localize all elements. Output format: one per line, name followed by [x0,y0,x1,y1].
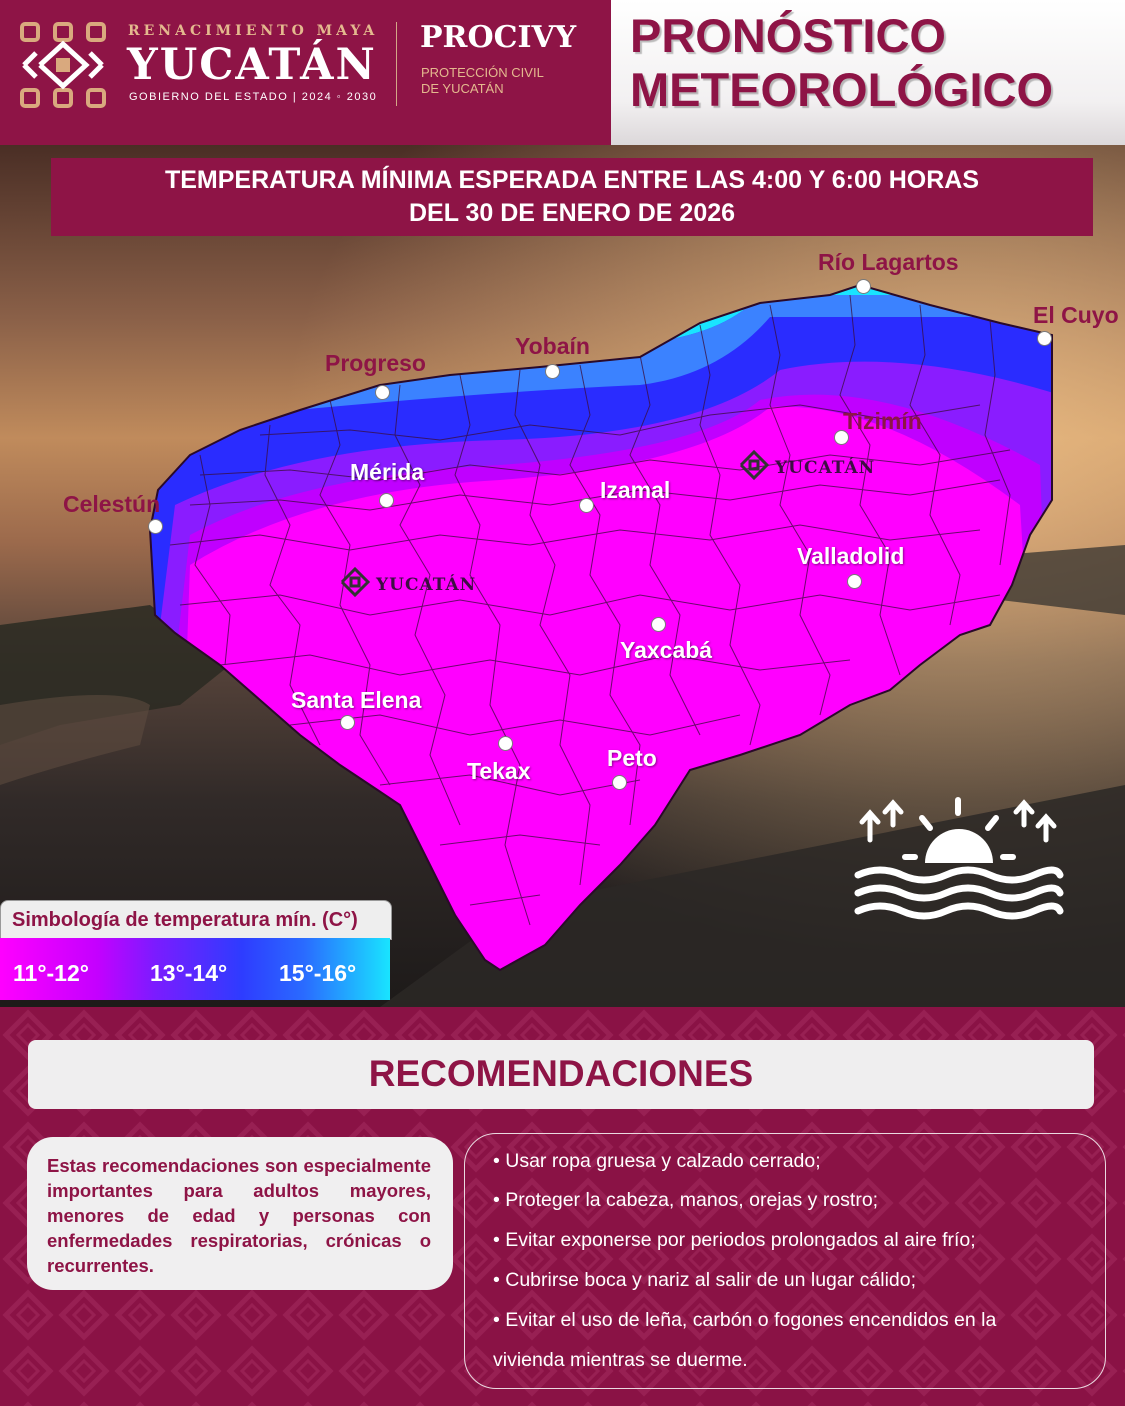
recommendations-list [464,1133,1106,1389]
city-marker[interactable] [498,736,513,751]
list-item: • Usar ropa gruesa y calzado cerrado; [493,1150,821,1172]
city-marker[interactable] [847,574,862,589]
city-label-valladolid: Valladolid [797,543,905,569]
city-marker[interactable] [340,715,355,730]
city-label-rio-lagartos: Río Lagartos [818,249,959,275]
city-label-celestun: Celestún [63,491,161,517]
city-label-merida: Mérida [350,459,425,485]
yucatan-logo-icon [18,20,108,110]
list-item: • Evitar el uso de leña, carbón o fogones encendidos en la [493,1309,997,1331]
list-item: • Evitar exponerse por periodos prolongados al aire frío; [493,1229,976,1251]
city-label-santa-elena: Santa Elena [291,687,422,713]
page-title-line1: PRONÓSTICO [630,9,946,62]
city-label-yaxcaba: Yaxcabá [620,637,713,663]
agency-name: PROCIVY [420,20,577,55]
city-label-progreso: Progreso [325,350,426,376]
city-marker[interactable] [1037,331,1052,346]
legend-range-3: 15°-16° [279,960,357,986]
recommendations-title-box [28,1040,1094,1109]
agency-subtitle-2: DE YUCATÁN [421,81,504,96]
header [0,0,1125,145]
watermark-logo-icon [737,448,771,482]
watermark-text: YUCATÁN [376,575,477,595]
watermark-text: YUCATÁN [775,458,876,478]
title-panel [611,0,1125,145]
note-text: Estas recomendaciones son especialmente importantes para adultos mayores, menores de edad y personas con enfermedades respiratorias, crónicas o recurrentes. [47,1155,431,1276]
city-marker[interactable] [651,617,666,632]
legend-range-1: 11°-12° [13,960,89,986]
gov-name: YUCATÁN [127,40,377,90]
city-marker[interactable] [612,775,627,790]
city-label-peto: Peto [607,745,657,771]
map-subtitle-line2: DEL 30 DE ENERO DE 2026 [408,199,736,227]
city-label-el-cuyo: El Cuyo [1033,302,1119,328]
city-marker[interactable] [545,364,560,379]
gov-subtitle: GOBIERNO DEL ESTADO | 2024 ◦ 2030 [129,91,378,103]
list-item: vivienda mientras se duerme. [493,1349,748,1371]
city-label-tizimin: Tizimín [843,408,922,434]
city-label-tekax: Tekax [467,758,531,784]
legend-color-bar [0,938,390,1000]
recommendations-title: RECOMENDACIONES [368,1053,754,1094]
note-box [27,1137,453,1290]
legend-title: Simbología de temperatura mín. (C°) [12,909,358,931]
map-area [0,145,1125,1007]
header-divider [396,22,397,106]
gov-small-label: RENACIMIENTO MAYA [128,23,379,39]
city-label-izamal: Izamal [600,477,671,503]
city-label-yobain: Yobaín [515,333,590,359]
page-title-line2: METEOROLÓGICO [630,63,1053,116]
city-marker[interactable] [148,519,163,534]
list-item: • Proteger la cabeza, manos, orejas y rostro; [493,1189,879,1211]
city-marker[interactable] [375,385,390,400]
recommendations-section [0,1007,1125,1406]
map-subtitle-line1: TEMPERATURA MÍNIMA ESPERADA ENTRE LAS 4:00 Y 6:00 HORAS [164,166,979,194]
city-marker[interactable] [579,498,594,513]
map-subtitle-banner [51,158,1093,236]
list-item: • Cubrirse boca y nariz al salir de un lugar cálido; [493,1269,917,1291]
city-marker[interactable] [856,279,871,294]
agency-subtitle-1: PROTECCIÓN CIVIL [421,65,544,80]
watermark-logo-icon [338,565,372,599]
city-marker[interactable] [379,493,394,508]
legend-range-2: 13°-14° [150,960,228,986]
legend-title-box [0,900,392,940]
